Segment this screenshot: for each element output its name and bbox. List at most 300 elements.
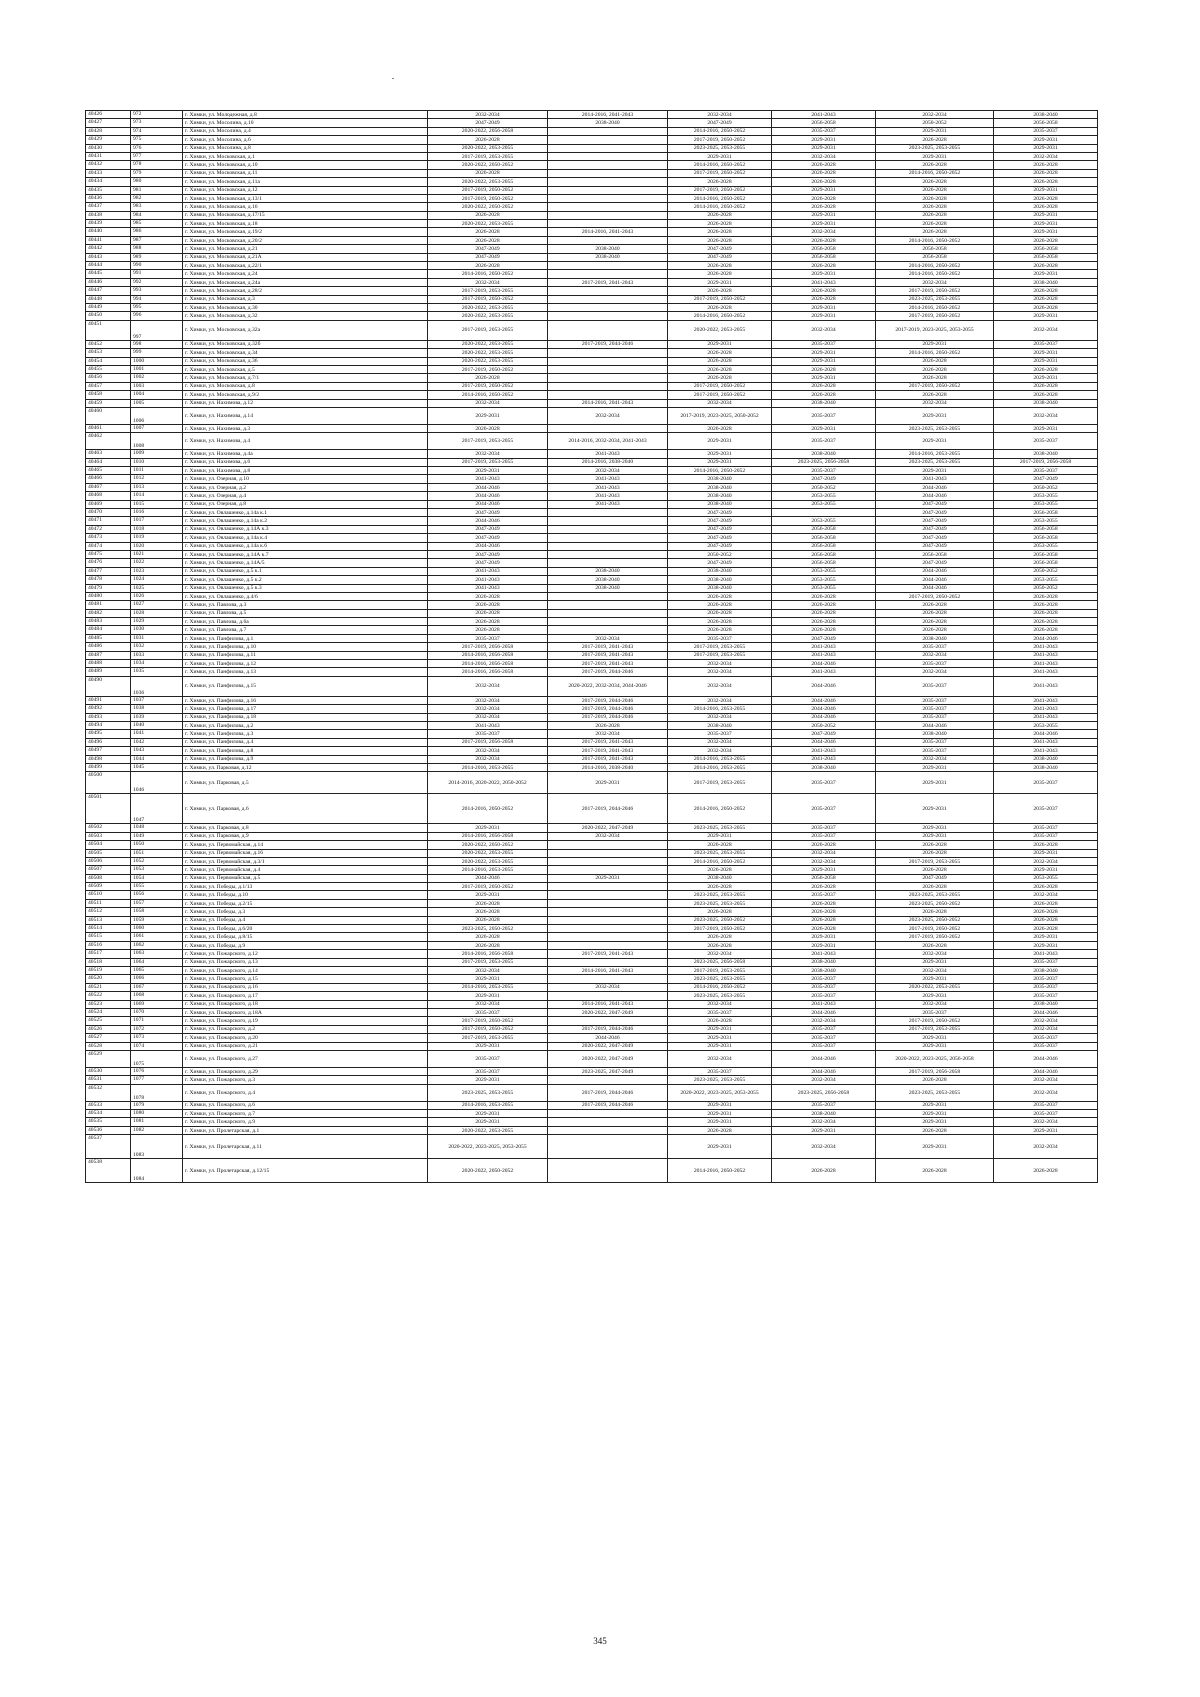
row-id-cell: 40531 [86,1076,131,1084]
period-cell-5: 2044-2046 [876,483,994,491]
period-cell-5: 2014-2016, 2053-2055 [876,450,994,458]
period-cell-4: 2029-2031 [772,349,876,357]
row-id-cell: 40482 [86,609,131,617]
table-row [86,399,1098,407]
address-cell: г. Химки, ул. Нахимова, д.6 [183,458,428,466]
row-number-cell: 1022 [131,559,183,567]
address-cell: г. Химки, ул. Мосолина, д.6 [183,136,428,144]
period-cell-6: 2041-2043 [994,705,1098,713]
period-cell-6: 2038-2040 [994,1000,1098,1008]
period-cell-5: 2017-2019, 2050-2052 [876,287,994,295]
period-cell-1: 2014-2016, 2053-2055 [428,983,548,991]
table-row [86,609,1098,617]
address-cell: г. Химки, ул. Панфилова, д.16 [183,696,428,704]
period-cell-3: 2047-2049 [668,517,772,525]
address-cell: г. Химки, ул. Пожарского, д.27 [183,1050,428,1067]
table-row [86,161,1098,169]
period-cell-5: 2029-2031 [876,1034,994,1042]
period-cell-1: 2026-2028 [428,601,548,609]
address-cell: г. Химки, ул. Московская, д.11а [183,178,428,186]
period-cell-3: 2029-2031 [668,278,772,286]
period-cell-2 [548,152,668,160]
row-id-cell: 40488 [86,660,131,668]
period-cell-6: 2026-2028 [994,609,1098,617]
period-cell-1: 2032-2034 [428,705,548,713]
period-cell-1: 2020-2022, 2053-2055 [428,312,548,320]
period-cell-1: 2020-2022, 2053-2055 [428,1126,548,1134]
period-cell-1: 2017-2019, 2050-2052 [428,1025,548,1033]
period-cell-3: 2023-2025, 2053-2055 [668,144,772,152]
period-cell-2 [548,303,668,311]
period-cell-3: 2023-2025, 2056-2058 [668,958,772,966]
period-cell-4: 2032-2034 [772,1118,876,1126]
period-cell-5: 2026-2028 [876,194,994,202]
period-cell-3: 2029-2031 [668,340,772,348]
address-cell: г. Химки, ул. Озерная, д.10 [183,475,428,483]
period-cell-6: 2056-2058 [994,253,1098,261]
period-cell-6: 2035-2037 [994,975,1098,983]
period-cell-4: 2047-2049 [772,634,876,642]
period-cell-1: 2017-2019, 2056-2058 [428,738,548,746]
period-cell-3: 2050-2052 [668,550,772,558]
period-cell-4: 2029-2031 [772,211,876,219]
period-cell-5: 2029-2031 [876,433,994,450]
period-cell-3: 2032-2034 [668,713,772,721]
period-cell-2 [548,534,668,542]
period-cell-2 [548,899,668,907]
period-cell-2: 2041-2043 [548,492,668,500]
period-cell-5: 2029-2031 [876,763,994,771]
period-cell-2: 2026-2028 [548,722,668,730]
address-cell: г. Химки, ул. Московская, д.16 [183,203,428,211]
address-cell: г. Химки, ул. Мосолина, д.4 [183,127,428,135]
table-row [86,891,1098,899]
period-cell-5: 2047-2049 [876,534,994,542]
period-cell-1: 2029-2031 [428,1110,548,1118]
period-cell-4: 2026-2028 [772,295,876,303]
period-cell-3: 2026-2028 [668,357,772,365]
row-number-cell: 985 [131,220,183,228]
period-cell-3: 2017-2019, 2053-2055 [668,651,772,659]
period-cell-2: 2032-2034 [548,407,668,424]
row-number-cell: 1081 [131,1118,183,1126]
period-cell-6: 2050-2052 [994,584,1098,592]
period-cell-5: 2029-2031 [876,772,994,794]
period-cell-4: 2041-2043 [772,1000,876,1008]
row-id-cell: 40514 [86,925,131,933]
row-number-cell: 1029 [131,618,183,626]
period-cell-1: 2041-2043 [428,475,548,483]
period-cell-5: 2023-2025, 2053-2055 [876,144,994,152]
table-row [86,975,1098,983]
period-cell-2 [548,925,668,933]
row-number-cell: 998 [131,340,183,348]
period-cell-2: 2020-2022, 2047-2049 [548,1042,668,1050]
row-id-cell: 40504 [86,841,131,849]
row-id-cell: 40462 [86,433,131,450]
period-cell-2 [548,542,668,550]
table-row [86,169,1098,177]
row-number-cell: 1080 [131,1110,183,1118]
address-cell: г. Химки, ул. Пожарского, д.9 [183,1118,428,1126]
period-cell-2 [548,178,668,186]
period-cell-5: 2023-2025, 2053-2055 [876,424,994,432]
period-cell-1: 2026-2028 [428,618,548,626]
period-cell-6: 2032-2034 [994,1076,1098,1084]
table-row [86,320,1098,340]
period-cell-6: 2044-2046 [994,1067,1098,1075]
period-cell-4: 2029-2031 [772,374,876,382]
period-cell-6: 2041-2043 [994,668,1098,676]
period-cell-4: 2041-2043 [772,747,876,755]
period-cell-1: 2017-2019, 2056-2058 [428,643,548,651]
period-cell-3: 2026-2028 [668,1126,772,1134]
period-cell-3: 2032-2034 [668,747,772,755]
address-cell: г. Химки, ул. Первомайская, д.5 [183,874,428,882]
period-cell-5: 2056-2058 [876,253,994,261]
period-cell-4: 2056-2058 [772,534,876,542]
row-number-cell: 1017 [131,517,183,525]
period-cell-1: 2044-2046 [428,492,548,500]
period-cell-5: 2029-2031 [876,340,994,348]
row-id-cell: 40476 [86,559,131,567]
period-cell-2: 2017-2019, 2044-2046 [548,340,668,348]
period-cell-3: 2014-2016, 2053-2055 [668,763,772,771]
row-id-cell: 40532 [86,1084,131,1101]
period-cell-5: 2026-2028 [876,220,994,228]
period-cell-3: 2038-2040 [668,483,772,491]
period-cell-1: 2047-2049 [428,550,548,558]
period-cell-6: 2035-2037 [994,1101,1098,1109]
period-cell-6: 2026-2028 [994,899,1098,907]
period-cell-3: 2047-2049 [668,542,772,550]
period-cell-5: 2035-2037 [876,747,994,755]
address-cell: г. Химки, ул. Московская, д.9/2 [183,391,428,399]
row-number-cell: 978 [131,161,183,169]
period-cell-5: 2029-2031 [876,467,994,475]
period-cell-2: 2032-2034 [548,983,668,991]
row-id-cell: 40431 [86,152,131,160]
period-cell-2: 2032-2034 [548,467,668,475]
row-id-cell: 40510 [86,891,131,899]
row-id-cell: 40536 [86,1126,131,1134]
row-id-cell: 40521 [86,983,131,991]
period-cell-2: 2041-2043 [548,450,668,458]
address-cell: г. Химки, ул. Нахимова, д.4 [183,433,428,450]
period-cell-1: 2032-2034 [428,713,548,721]
period-cell-1: 2020-2022, 2053-2055 [428,340,548,348]
period-cell-4: 2026-2028 [772,626,876,634]
table-row [86,576,1098,584]
period-cell-2: 2041-2043 [548,483,668,491]
row-number-cell: 1046 [131,772,183,794]
address-cell: г. Химки, ул. Павлова, д.7 [183,626,428,634]
row-id-cell: 40513 [86,916,131,924]
table-row [86,660,1098,668]
period-cell-6: 2032-2034 [994,407,1098,424]
period-cell-3: 2017-2019, 2053-2055 [668,643,772,651]
period-cell-3: 2020-2022, 2023-2025, 2053-2055 [668,1084,772,1101]
period-cell-1: 2020-2022, 2050-2052 [428,841,548,849]
address-cell: г. Химки, ул. Пожарского, д.14 [183,966,428,974]
address-cell: г. Химки, ул. Победы, д.6/20 [183,925,428,933]
period-cell-2: 2041-2043 [548,500,668,508]
row-id-cell: 40492 [86,705,131,713]
table-row [86,824,1098,832]
period-cell-2 [548,144,668,152]
period-cell-6: 2026-2028 [994,169,1098,177]
period-cell-2 [548,320,668,340]
row-number-cell: 1010 [131,458,183,466]
period-cell-6: 2029-2031 [994,941,1098,949]
period-cell-4: 2029-2031 [772,357,876,365]
period-cell-3: 2026-2028 [668,908,772,916]
table-row [86,433,1098,450]
table-row [86,483,1098,491]
period-cell-1: 2014-2016, 2056-2058 [428,660,548,668]
table-row [86,127,1098,135]
period-cell-4: 2056-2058 [772,245,876,253]
period-cell-5: 2023-2025, 2050-2052 [876,899,994,907]
period-cell-2 [548,626,668,634]
address-cell: г. Химки, ул. Победы, д.1/13 [183,883,428,891]
address-cell: г. Химки, ул. Парковая, д.12 [183,763,428,771]
table-row [86,1034,1098,1042]
period-cell-1: 2017-2019, 2053-2055 [428,1034,548,1042]
period-cell-1: 2026-2028 [428,228,548,236]
address-cell: г. Химки, ул. Пожарского, д.18 [183,1000,428,1008]
period-cell-6: 2038-2040 [994,111,1098,119]
period-cell-3: 2032-2034 [668,660,772,668]
period-cell-1: 2035-2037 [428,1008,548,1016]
period-cell-6: 2041-2043 [994,660,1098,668]
period-cell-5: 2032-2034 [876,966,994,974]
address-cell: г. Химки, ул. Московская, д.22/1 [183,262,428,270]
row-id-cell: 40485 [86,634,131,642]
row-number-cell: 1048 [131,824,183,832]
period-cell-6: 2041-2043 [994,676,1098,696]
period-cell-1: 2014-2016, 2053-2055 [428,1101,548,1109]
period-cell-3: 2026-2028 [668,618,772,626]
table-row [86,933,1098,941]
period-cell-5: 2026-2028 [876,626,994,634]
period-cell-6: 2041-2043 [994,950,1098,958]
period-cell-2 [548,1076,668,1084]
period-cell-6: 2032-2034 [994,857,1098,865]
address-cell: г. Химки, ул. Московская, д.20/2 [183,236,428,244]
address-cell: г. Химки, ул. Овлашенко, д.14а к.2 [183,517,428,525]
period-cell-6: 2032-2034 [994,152,1098,160]
row-id-cell: 40519 [86,966,131,974]
period-cell-5: 2050-2052 [876,119,994,127]
period-cell-4: 2053-2055 [772,517,876,525]
period-cell-1: 2041-2043 [428,567,548,575]
period-cell-6: 2032-2034 [994,1118,1098,1126]
row-number-cell: 977 [131,152,183,160]
period-cell-6: 2038-2040 [994,763,1098,771]
period-cell-2 [548,295,668,303]
period-cell-1: 2026-2028 [428,136,548,144]
row-number-cell: 1084 [131,1159,183,1183]
address-cell: г. Химки, ул. Московская, д.18 [183,220,428,228]
period-cell-1: 2029-2031 [428,975,548,983]
period-cell-4: 2035-2037 [772,340,876,348]
row-number-cell: 1032 [131,643,183,651]
period-cell-1: 2041-2043 [428,584,548,592]
period-cell-4: 2032-2034 [772,1017,876,1025]
row-id-cell: 40533 [86,1101,131,1109]
period-cell-2 [548,220,668,228]
table-row [86,1159,1098,1183]
period-cell-4: 2035-2037 [772,1042,876,1050]
period-cell-2: 2014-2016, 2041-2043 [548,966,668,974]
table-row [86,550,1098,558]
period-cell-6: 2026-2028 [994,365,1098,373]
period-cell-2 [548,194,668,202]
period-cell-6: 2026-2028 [994,925,1098,933]
row-number-cell: 972 [131,111,183,119]
table-row [86,1076,1098,1084]
period-cell-5: 2026-2028 [876,211,994,219]
period-cell-1: 2029-2031 [428,467,548,475]
address-cell: г. Химки, ул. Нахимова, д.8 [183,467,428,475]
table-row [86,1067,1098,1075]
period-cell-2: 2017-2019, 2041-2043 [548,747,668,755]
period-cell-6: 2029-2031 [994,357,1098,365]
period-cell-6: 2026-2028 [994,883,1098,891]
period-cell-3: 2047-2049 [668,559,772,567]
address-cell: г. Химки, ул. Пролетарская, д.12/15 [183,1159,428,1183]
row-number-cell: 1073 [131,1034,183,1042]
period-cell-2 [548,1126,668,1134]
row-id-cell: 40516 [86,941,131,949]
period-cell-1: 2026-2028 [428,933,548,941]
period-cell-3: 2026-2028 [668,626,772,634]
table-row [86,312,1098,320]
period-cell-3: 2017-2019, 2053-2055 [668,966,772,974]
period-cell-5: 2035-2037 [876,705,994,713]
period-cell-3: 2038-2040 [668,874,772,882]
period-cell-2 [548,866,668,874]
period-cell-6: 2056-2058 [994,119,1098,127]
period-cell-5: 2026-2028 [876,178,994,186]
period-cell-4: 2026-2028 [772,899,876,907]
period-cell-5: 2032-2034 [876,111,994,119]
row-number-cell: 1057 [131,899,183,907]
period-cell-5: 2014-2016, 2050-2052 [876,169,994,177]
row-number-cell: 1013 [131,483,183,491]
row-id-cell: 40456 [86,374,131,382]
table-row [86,841,1098,849]
table-row [86,542,1098,550]
address-cell: г. Химки, ул. Пожарского, д.3 [183,1076,428,1084]
period-cell-5: 2017-2019, 2023-2025, 2053-2055 [876,320,994,340]
period-cell-4: 2044-2046 [772,660,876,668]
period-cell-5: 2047-2049 [876,509,994,517]
period-cell-1: 2020-2022, 2050-2052 [428,203,548,211]
period-cell-6: 2029-2031 [994,933,1098,941]
row-id-cell: 40487 [86,651,131,659]
table-row [86,857,1098,865]
period-cell-5: 2029-2031 [876,407,994,424]
address-cell: г. Химки, ул. Озерная, д.4 [183,492,428,500]
row-id-cell: 40478 [86,576,131,584]
period-cell-2 [548,975,668,983]
row-number-cell: 1014 [131,492,183,500]
row-id-cell: 40496 [86,738,131,746]
period-cell-4: 2041-2043 [772,668,876,676]
period-cell-3: 2032-2034 [668,668,772,676]
period-cell-6: 2026-2028 [994,236,1098,244]
row-id-cell: 40512 [86,908,131,916]
period-cell-2: 2029-2031 [548,874,668,882]
period-cell-3: 2029-2031 [668,1034,772,1042]
period-cell-3: 2014-2016, 2053-2055 [668,755,772,763]
address-cell: г. Химки, ул. Овлашенко, д.4/6 [183,592,428,600]
row-id-cell: 40520 [86,975,131,983]
address-cell: г. Химки, ул. Победы, д.2/15 [183,899,428,907]
period-cell-3: 2047-2049 [668,534,772,542]
period-cell-2 [548,908,668,916]
period-cell-5: 2029-2031 [876,127,994,135]
table-row [86,983,1098,991]
period-cell-1: 2047-2049 [428,534,548,542]
period-cell-4: 2032-2034 [772,228,876,236]
period-cell-2: 2017-2019, 2041-2043 [548,660,668,668]
period-cell-6: 2029-2031 [994,349,1098,357]
table-row [86,144,1098,152]
address-cell: г. Химки, ул. Панфилова, д.17 [183,705,428,713]
period-cell-2: 2020-2022, 2047-2049 [548,1008,668,1016]
period-cell-5: 2047-2049 [876,525,994,533]
period-cell-1: 2017-2019, 2050-2052 [428,186,548,194]
period-cell-5: 2026-2028 [876,161,994,169]
period-cell-5: 2035-2037 [876,738,994,746]
period-cell-4: 2032-2034 [772,849,876,857]
period-cell-4: 2026-2028 [772,841,876,849]
period-cell-2 [548,236,668,244]
period-cell-2: 2017-2019, 2041-2043 [548,643,668,651]
row-id-cell: 40506 [86,857,131,865]
period-cell-1: 2014-2016, 2050-2052 [428,270,548,278]
row-number-cell: 982 [131,194,183,202]
table-row [86,194,1098,202]
period-cell-1: 2020-2022, 2053-2055 [428,144,548,152]
period-cell-2 [548,609,668,617]
period-cell-5: 2020-2022, 2053-2055 [876,983,994,991]
address-cell: г. Химки, ул. Панфилова, д.4 [183,738,428,746]
row-id-cell: 40498 [86,755,131,763]
period-cell-4: 2029-2031 [772,136,876,144]
period-cell-1: 2047-2049 [428,509,548,517]
period-cell-6: 2053-2055 [994,517,1098,525]
period-cell-1: 2044-2046 [428,542,548,550]
period-cell-3: 2017-2019, 2053-2055 [668,772,772,794]
address-cell: г. Химки, ул. Панфилова, д.3 [183,730,428,738]
row-id-cell: 40477 [86,567,131,575]
row-id-cell: 40473 [86,534,131,542]
period-cell-4: 2038-2040 [772,1110,876,1118]
table-row [86,730,1098,738]
period-cell-2 [548,262,668,270]
row-id-cell: 40450 [86,312,131,320]
period-cell-5: 2029-2031 [876,832,994,840]
period-cell-5: 2032-2034 [876,1000,994,1008]
period-cell-4: 2041-2043 [772,278,876,286]
table-row [86,1110,1098,1118]
period-cell-6: 2026-2028 [994,295,1098,303]
row-number-cell: 1061 [131,933,183,941]
